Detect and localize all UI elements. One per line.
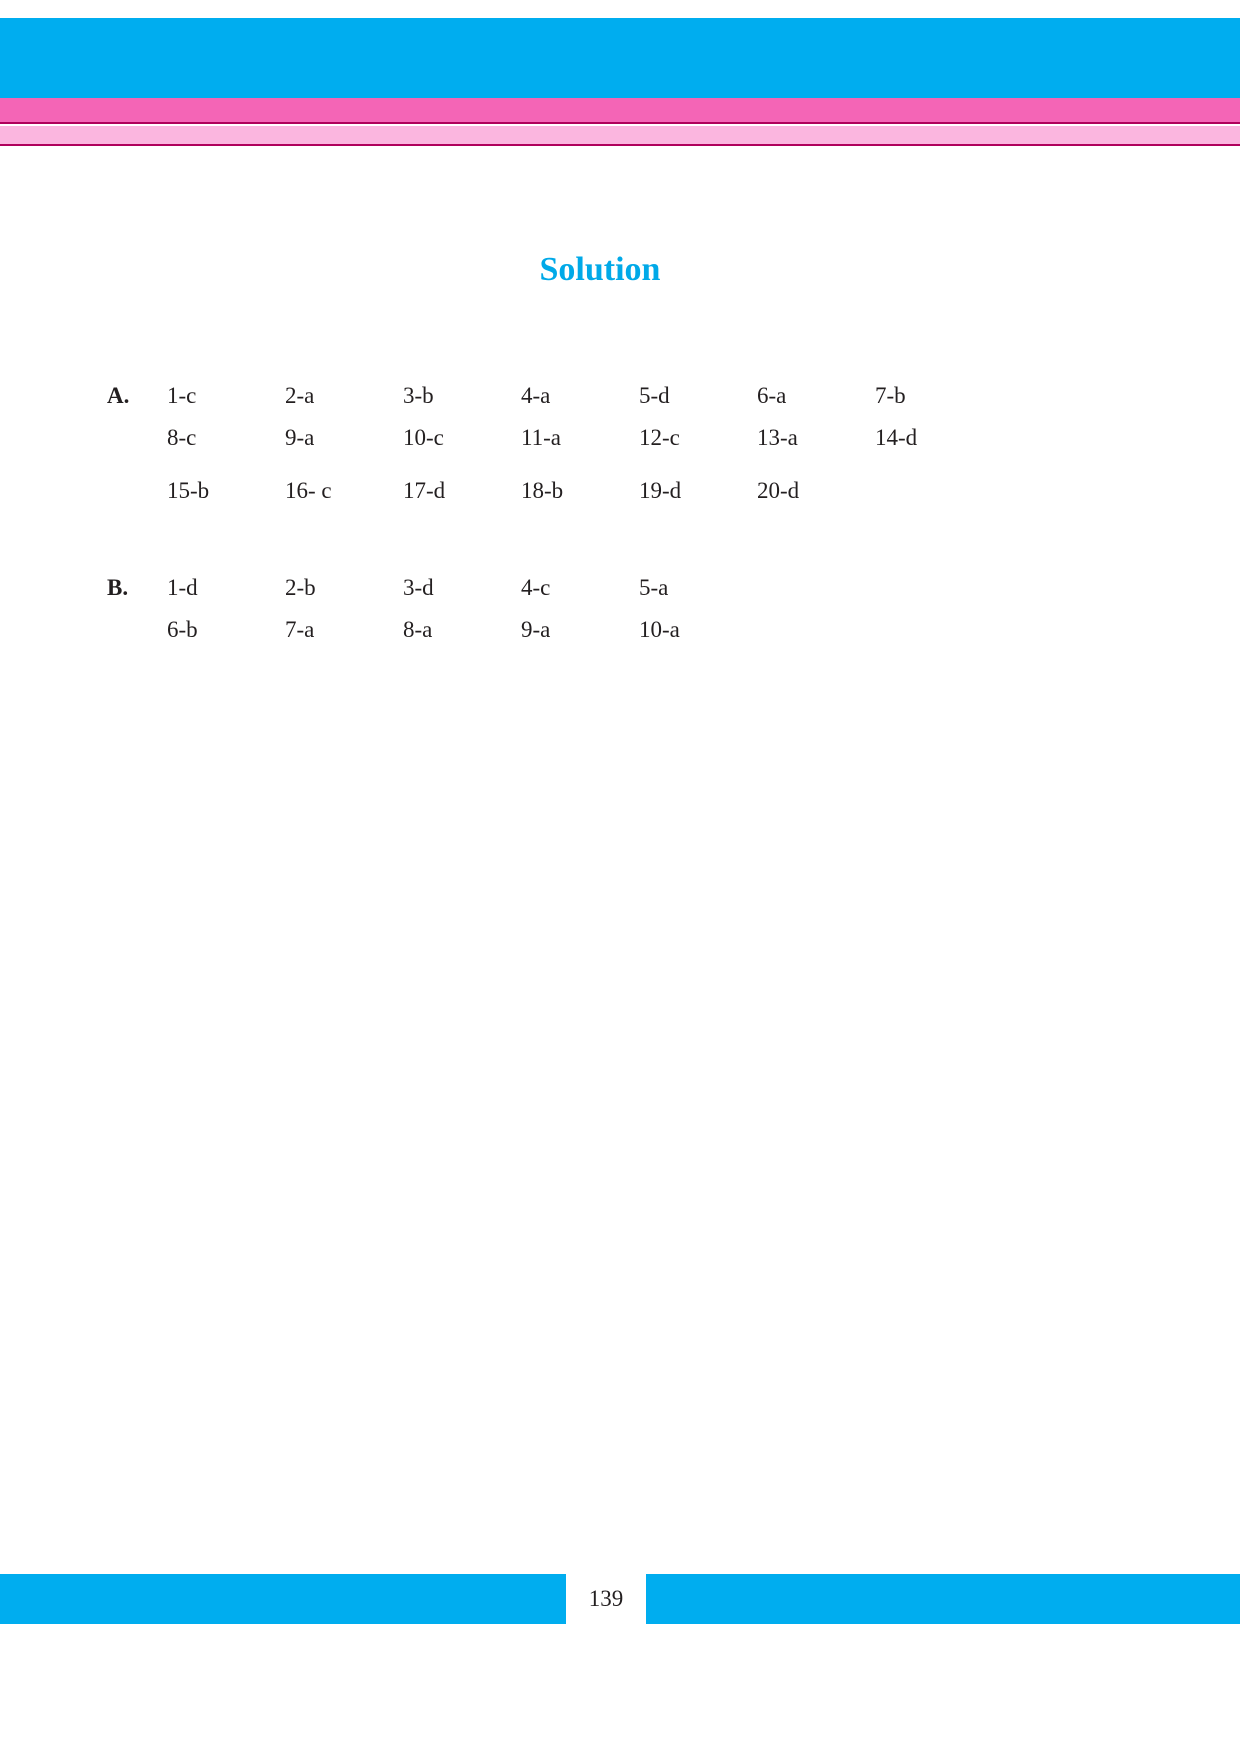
answer-item: 9-a <box>285 425 315 450</box>
footer-bar-left <box>0 1574 566 1624</box>
answer-item: 18-b <box>521 478 564 503</box>
answer-item: 5-a <box>639 575 669 600</box>
answer-item: 7-b <box>875 383 906 408</box>
answer-item: 9-a <box>521 617 551 642</box>
answer-item: 15-b <box>167 478 210 503</box>
header-pink-band <box>0 98 1240 124</box>
answer-item: 4-a <box>521 383 551 408</box>
page-title: Solution <box>539 251 661 288</box>
answer-item: 1-d <box>167 575 198 600</box>
answer-item: 6-a <box>757 383 787 408</box>
footer-bar-right <box>646 1574 1240 1624</box>
page-number: 139 <box>588 1586 624 1611</box>
answer-item: 5-d <box>639 383 670 408</box>
answer-item: 3-b <box>403 383 434 408</box>
answer-item: 4-c <box>521 575 551 600</box>
header-blue-band <box>0 18 1240 98</box>
answer-item: 10-a <box>639 617 680 642</box>
answer-item: 6-b <box>167 617 198 642</box>
section-a-label: A. <box>107 383 130 408</box>
answer-item: 10-c <box>403 425 444 450</box>
answer-item: 12-c <box>639 425 680 450</box>
answer-item: 8-a <box>403 617 433 642</box>
answer-item: 2-b <box>285 575 316 600</box>
answer-item: 16- c <box>285 478 332 503</box>
answer-item: 1-c <box>167 383 197 408</box>
answer-item: 20-d <box>757 478 800 503</box>
answer-item: 11-a <box>521 425 562 450</box>
answer-item: 2-a <box>285 383 315 408</box>
answer-item: 3-d <box>403 575 434 600</box>
answer-item: 17-d <box>403 478 446 503</box>
section-b-label: B. <box>107 575 129 600</box>
answer-item: 7-a <box>285 617 315 642</box>
answer-item: 8-c <box>167 425 197 450</box>
answer-item: 19-d <box>639 478 682 503</box>
answer-item: 13-a <box>757 425 798 450</box>
answer-item: 14-d <box>875 425 918 450</box>
header-light-pink-band <box>0 126 1240 146</box>
